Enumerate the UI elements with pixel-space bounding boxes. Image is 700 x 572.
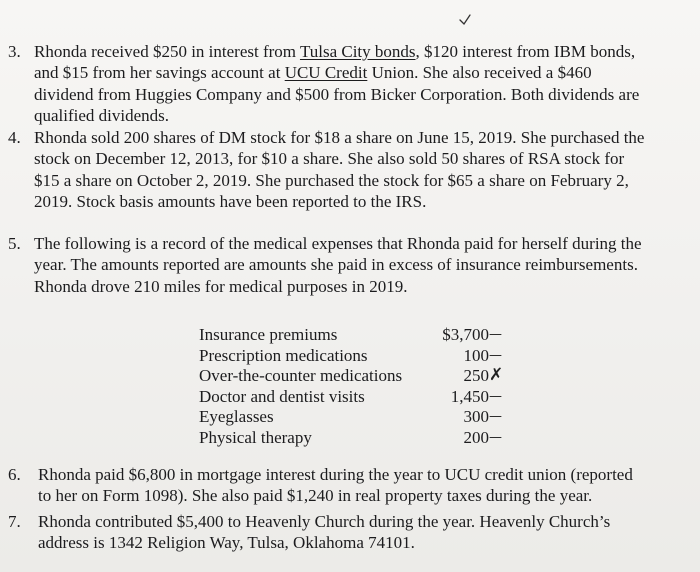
item-number: 7. bbox=[8, 512, 21, 531]
item-7 bbox=[8, 511, 610, 554]
item-line: Rhonda paid $6,800 in mortgage interest during the year to UCU credit union (reported bbox=[38, 465, 633, 484]
item-number: 5. bbox=[8, 234, 21, 253]
item-line: year. The amounts reported are amounts she paid in excess of insurance reimbursements. bbox=[34, 255, 638, 275]
item-line: to her on Form 1098). She also paid $1,240 in real property taxes during the year. bbox=[38, 486, 593, 506]
handwritten-dash-icon: — bbox=[489, 347, 502, 363]
handwritten-cross-icon: ✗ bbox=[489, 365, 504, 385]
table-row bbox=[199, 407, 519, 428]
item-3 bbox=[8, 41, 639, 127]
item-number: 6. bbox=[8, 465, 21, 484]
expense-label: Physical therapy bbox=[199, 427, 312, 447]
table-row bbox=[199, 428, 519, 449]
expense-amount: 300 bbox=[463, 407, 489, 426]
item-number: 4. bbox=[8, 128, 21, 147]
table-row bbox=[199, 387, 519, 408]
item-number: 3. bbox=[8, 42, 21, 61]
item-line: Rhonda sold 200 shares of DM stock for $18 a share on June 15, 2019. She purchased the bbox=[34, 128, 645, 147]
handwritten-check-mark-icon bbox=[458, 14, 472, 26]
table-row bbox=[199, 325, 519, 346]
table-row bbox=[199, 346, 519, 367]
handwritten-dash-icon: — bbox=[489, 429, 502, 445]
item-line: Rhonda received $250 in interest from Tulsa City bonds, $120 interest from IBM bonds, bbox=[34, 42, 636, 61]
item-6 bbox=[8, 464, 633, 507]
expense-amount: 250 bbox=[463, 366, 489, 385]
table-row bbox=[199, 366, 519, 387]
expense-label: Insurance premiums bbox=[199, 325, 338, 344]
item-line: stock on December 12, 2013, for $10 a share. She also sold 50 shares of RSA stock for bbox=[34, 149, 625, 169]
item-line: Rhonda drove 210 miles for medical purposes in 2019. bbox=[34, 276, 408, 296]
handwritten-dash-icon: — bbox=[489, 409, 502, 424]
expense-amount: 100 bbox=[463, 345, 489, 365]
item-line: Rhonda contributed $5,400 to Heavenly Church during the year. Heavenly Church’s bbox=[38, 512, 611, 531]
item-5 bbox=[8, 233, 642, 297]
item-line: qualified dividends. bbox=[34, 106, 170, 126]
expense-label: Over-the-counter medications bbox=[199, 366, 403, 385]
expense-amount: 200 bbox=[463, 427, 489, 447]
expense-label: Prescription medications bbox=[199, 345, 368, 365]
item-line: dividend from Huggies Company and $500 from Bicker Corporation. Both dividends are bbox=[34, 84, 640, 104]
expense-amount: $3,700 bbox=[442, 325, 489, 344]
handwritten-dash-icon: — bbox=[489, 388, 502, 404]
medical-expenses-table bbox=[199, 325, 519, 448]
item-line: 2019. Stock basis amounts have been reported to the IRS. bbox=[34, 192, 427, 212]
item-line: The following is a record of the medical expenses that Rhonda paid for herself during the bbox=[34, 234, 642, 253]
handwritten-dash-icon: — bbox=[489, 327, 502, 342]
item-line: address is 1342 Religion Way, Tulsa, Oklahoma 74101. bbox=[38, 533, 415, 553]
item-4 bbox=[8, 127, 644, 213]
item-line: and $15 from her savings account at UCU Credit Union. She also received a $460 bbox=[34, 63, 592, 83]
expense-label: Eyeglasses bbox=[199, 407, 274, 426]
item-line: $15 a share on October 2, 2019. She purchased the stock for $65 a share on February 2, bbox=[34, 170, 629, 190]
expense-amount: 1,450 bbox=[450, 386, 489, 406]
expense-label: Doctor and dentist visits bbox=[199, 386, 365, 406]
